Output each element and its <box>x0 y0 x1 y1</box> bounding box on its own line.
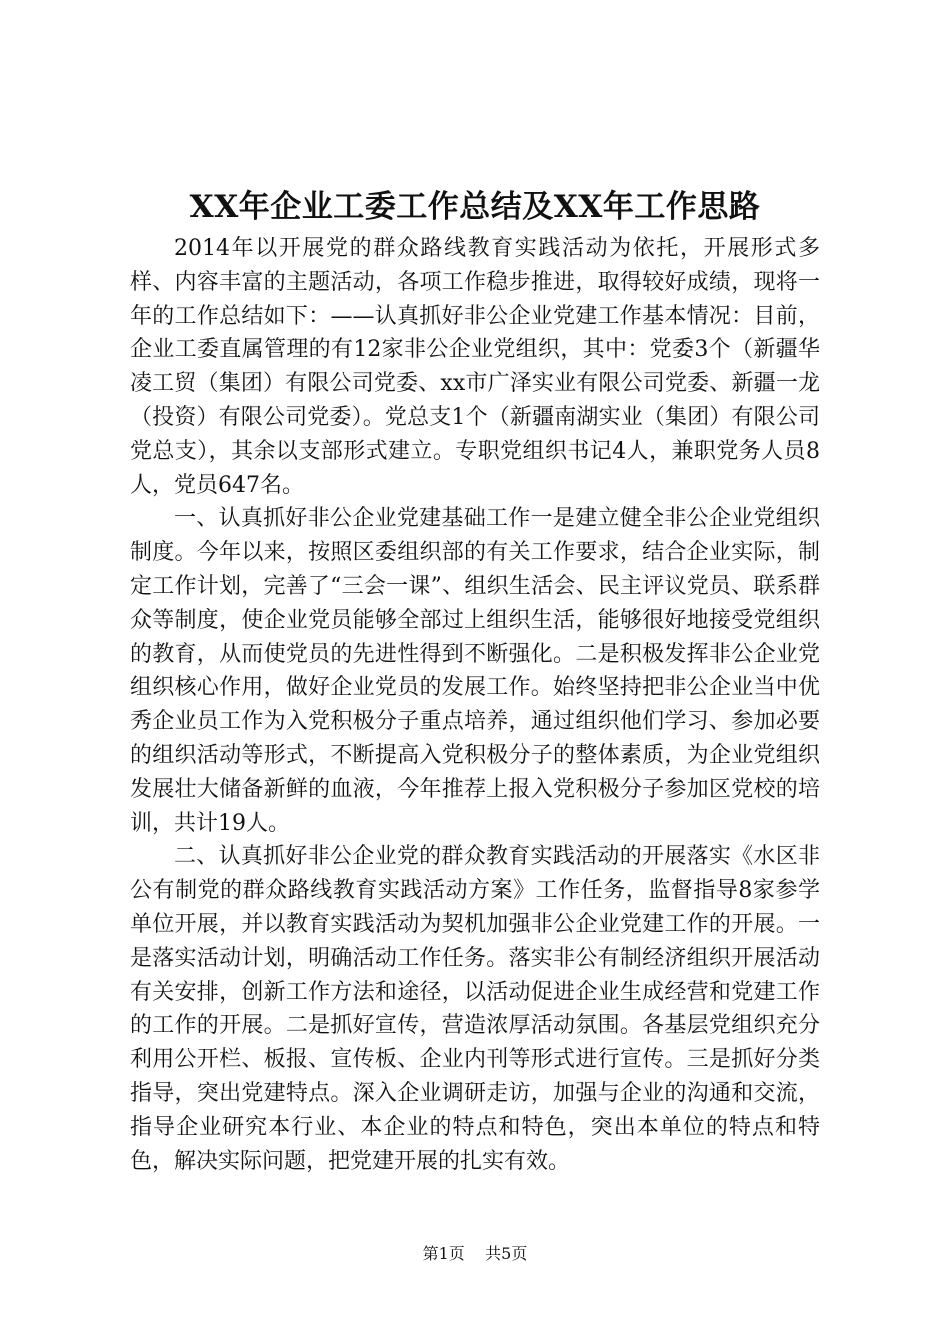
paragraph-section-one: 一、认真抓好非公企业党建基础工作一是建立健全非公企业党组织制度。今年以来，按照区委组织部的有关工作要求，结合企业实际，制定工作计划，完善了“三会一课”、组织生活会、民主评议党员、联系群众等制度，使企业党员能够全部过上组织生活，能够很好地接受党组织的教育，从而使党员的先进性得到不断强化。二是积极发挥非公企业党组织核心作用，做好企业党员的发展工作。始终坚持把非公企业当中优秀企业员工作为入党积极分子重点培养，通过组织他们学习、参加必要的组织活动等形式，不断提高入党积极分子的整体素质，为企业党组织发展壮大储备新鲜的血液，今年推荐上报入党积极分子参加区党校的培训，共计19人。 <box>130 506 820 836</box>
page-footer <box>0 1243 950 1265</box>
paragraph-section-two: 二、认真抓好非公企业党的群众教育实践活动的开展落实《水区非公有制党的群众路线教育实践活动方案》工作任务，监督指导8家参学单位开展，并以教育实践活动为契机加强非公企业党建工作的开展。一是落实活动计划，明确活动工作任务。落实非公有制经济组织开展活动有关安排，创新工作方法和途径，以活动促进企业生成经营和党建工作的工作的开展。二是抓好宣传，营造浓厚活动氛围。各基层党组织充分利用公开栏、板报、宣传板、企业内刊等形式进行宣传。三是抓好分类指导，突出党建特点。深入企业调研走访，加强与企业的沟通和交流，指导企业研究本行业、本企业的特点和特色，突出本单位的特点和特色，解决实际问题，把党建开展的扎实有效。 <box>130 844 820 1174</box>
page-number: 第1页 <box>422 1244 465 1263</box>
paragraph-intro: 2014年以开展党的群众路线教育实践活动为依托，开展形式多样、内容丰富的主题活动，各项工作稳步推进，取得较好成绩，现将一年的工作总结如下：——认真抓好非公企业党建工作基本情况：目前，企业工委直属管理的有12家非公企业党组织，其中：党委3个（新疆华凌工贸（集团）有限公司党委、xx市广泽实业有限公司党委、新疆一龙（投资）有限公司党委）。党总支1个（新疆南湖实业（集团）有限公司党总支），其余以支部形式建立。专职党组织书记4人，兼职党务人员8人，党员647名。 <box>130 236 820 498</box>
document-title: XX年企业工委工作总结及XX年工作思路 <box>189 189 761 225</box>
document-body <box>130 232 820 1178</box>
footer-spacer <box>470 1243 480 1265</box>
page-total: 共5页 <box>485 1244 528 1263</box>
